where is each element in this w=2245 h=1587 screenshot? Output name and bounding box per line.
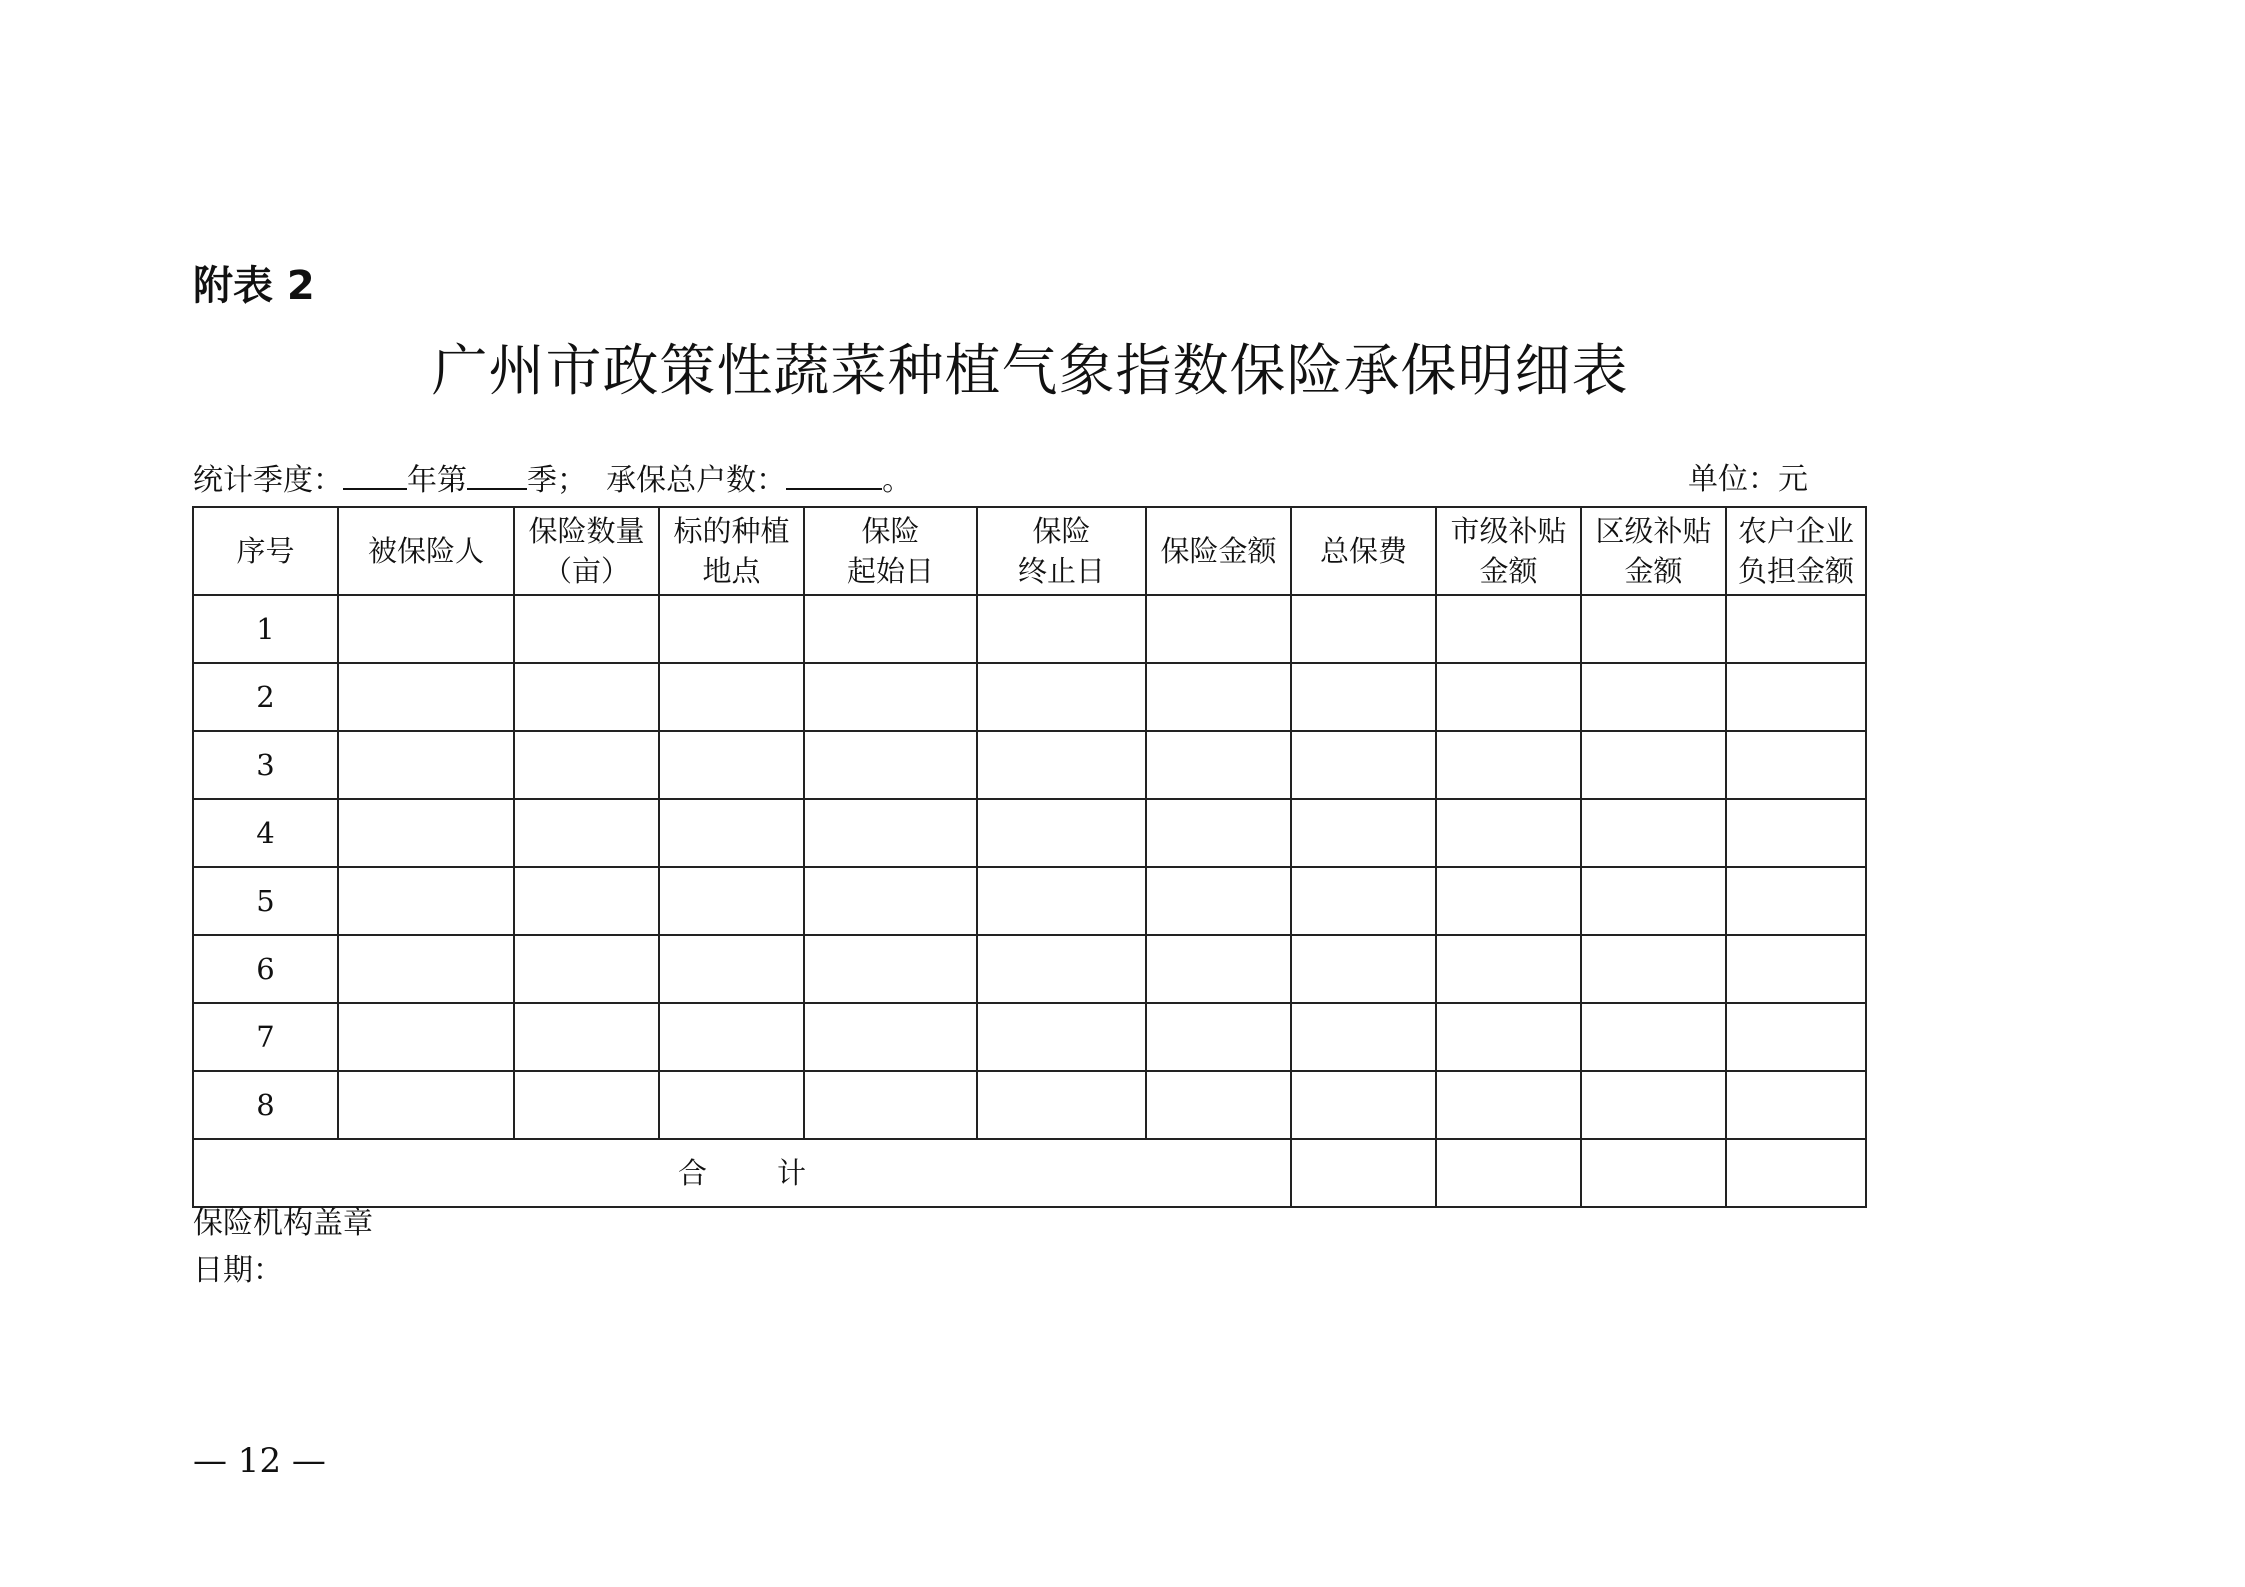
header-cell (1291, 507, 1436, 595)
table-cell[interactable] (977, 1003, 1146, 1071)
row-number: 6 (193, 935, 338, 1003)
table-cell[interactable] (1291, 935, 1436, 1003)
table-cell[interactable] (1581, 731, 1726, 799)
table-cell[interactable] (1146, 799, 1291, 867)
table-cell[interactable] (1726, 799, 1866, 867)
page-number: — 12 — (193, 1441, 326, 1481)
total-row (193, 1139, 1866, 1207)
statistics-line (193, 458, 912, 503)
header-cell-line: 区级补贴 (1595, 514, 1712, 548)
table-cell[interactable] (514, 867, 659, 935)
header-cell-line: 总保费 (1319, 534, 1407, 568)
table-cell[interactable] (1436, 1003, 1581, 1071)
table-cell[interactable] (1146, 1003, 1291, 1071)
row-number: 7 (193, 1003, 338, 1071)
table-cell[interactable] (338, 1003, 514, 1071)
row-number: 2 (193, 663, 338, 731)
table-cell[interactable] (977, 799, 1146, 867)
table-cell[interactable] (1581, 663, 1726, 731)
header-cell-line: 金额 (1479, 554, 1538, 588)
table-cell[interactable] (1726, 595, 1866, 663)
table-cell[interactable] (1726, 935, 1866, 1003)
table-cell[interactable] (338, 1071, 514, 1139)
table-cell[interactable] (1146, 935, 1291, 1003)
table-cell[interactable] (338, 595, 514, 663)
date-label: 日期： (193, 1253, 283, 1288)
table-cell[interactable] (1726, 867, 1866, 935)
header-cell (1146, 507, 1291, 595)
header-cell (659, 507, 804, 595)
households-label: 承保总户数： (606, 463, 787, 498)
header-cell-line: 负担金额 (1737, 554, 1854, 588)
table-row (193, 799, 1866, 867)
insurer-seal-label: 保险机构盖章 (193, 1206, 373, 1241)
total-label-a: 合 (677, 1156, 707, 1190)
table-cell[interactable] (804, 595, 977, 663)
header-cell (514, 507, 659, 595)
table-cell[interactable] (977, 867, 1146, 935)
table-cell[interactable] (659, 1003, 804, 1071)
table-cell[interactable] (804, 799, 977, 867)
table-cell[interactable] (659, 595, 804, 663)
header-cell-line: 地点 (702, 554, 761, 588)
table-cell[interactable] (1291, 595, 1436, 663)
table-cell[interactable] (1726, 731, 1866, 799)
table-cell[interactable] (514, 595, 659, 663)
row-number: 8 (193, 1071, 338, 1139)
table-cell[interactable] (659, 731, 804, 799)
header-cell-line: 起始日 (846, 554, 934, 588)
page-title: 广州市政策性蔬菜种植气象指数保险承保明细表 (431, 339, 1629, 404)
total-farmer-share-cell[interactable] (1726, 1139, 1866, 1207)
table-row (193, 867, 1866, 935)
annex-label: 附表 2 (193, 263, 315, 309)
table-cell[interactable] (977, 595, 1146, 663)
header-cell (193, 507, 338, 595)
table-cell[interactable] (804, 663, 977, 731)
table-row (193, 935, 1866, 1003)
table-cell[interactable] (1146, 867, 1291, 935)
table-cell[interactable] (1291, 799, 1436, 867)
total-label-b: 计 (777, 1156, 807, 1190)
table-cell[interactable] (804, 867, 977, 935)
table-cell[interactable] (514, 1071, 659, 1139)
header-cell (1726, 507, 1866, 595)
row-number: 1 (193, 595, 338, 663)
table-cell[interactable] (514, 663, 659, 731)
table-cell[interactable] (514, 731, 659, 799)
underwriting-table (192, 506, 1867, 1208)
table-row (193, 663, 1866, 731)
unit-label: 单位：元 (1688, 462, 1808, 497)
table-cell[interactable] (514, 799, 659, 867)
table-cell[interactable] (514, 1003, 659, 1071)
end-mark: 。 (882, 463, 913, 498)
table-cell[interactable] (1291, 1071, 1436, 1139)
table-cell[interactable] (659, 935, 804, 1003)
total-premium-cell[interactable] (1291, 1139, 1436, 1207)
table-cell[interactable] (1146, 663, 1291, 731)
season-text: 季； (527, 463, 587, 498)
header-cell-line: 保险金额 (1160, 534, 1277, 568)
table-cell[interactable] (1581, 1071, 1726, 1139)
year-text: 年第 (407, 463, 467, 498)
table-row (193, 1003, 1866, 1071)
table-cell[interactable] (1581, 799, 1726, 867)
header-cell-line: 被保险人 (367, 534, 484, 568)
table-cell[interactable] (1436, 1071, 1581, 1139)
header-row (193, 507, 1866, 595)
header-cell-line: 标的种植 (673, 514, 790, 548)
table-cell[interactable] (1726, 1071, 1866, 1139)
total-district-subsidy-cell[interactable] (1581, 1139, 1726, 1207)
header-cell (338, 507, 514, 595)
header-cell-line: 保险 (861, 514, 920, 548)
header-cell-line: 终止日 (1017, 554, 1105, 588)
table-cell[interactable] (1581, 935, 1726, 1003)
header-cell-line: 农户企业 (1737, 514, 1854, 548)
table-cell[interactable] (659, 867, 804, 935)
table-cell[interactable] (1146, 731, 1291, 799)
table-cell[interactable] (1436, 935, 1581, 1003)
table-cell[interactable] (804, 935, 977, 1003)
table-row (193, 731, 1866, 799)
table-cell[interactable] (1436, 799, 1581, 867)
table-cell[interactable] (804, 731, 977, 799)
table-cell[interactable] (659, 663, 804, 731)
season-label: 统计季度： (193, 463, 343, 498)
total-label-cell (193, 1139, 1291, 1207)
season-blank[interactable] (467, 458, 527, 490)
table-cell[interactable] (659, 799, 804, 867)
table-cell[interactable] (977, 663, 1146, 731)
table-cell[interactable] (804, 1003, 977, 1071)
row-number: 5 (193, 867, 338, 935)
header-cell-line: 保险 (1032, 514, 1091, 548)
table-cell[interactable] (1291, 867, 1436, 935)
table-cell[interactable] (977, 731, 1146, 799)
table-cell[interactable] (1291, 663, 1436, 731)
table-cell[interactable] (338, 663, 514, 731)
households-blank[interactable] (786, 458, 882, 490)
table-cell[interactable] (1726, 663, 1866, 731)
table-cell[interactable] (1436, 867, 1581, 935)
header-cell (977, 507, 1146, 595)
header-cell (1581, 507, 1726, 595)
table-cell[interactable] (977, 935, 1146, 1003)
header-cell (804, 507, 977, 595)
header-cell (1436, 507, 1581, 595)
year-blank[interactable] (343, 458, 407, 490)
table-cell[interactable] (338, 867, 514, 935)
table-cell[interactable] (1436, 595, 1581, 663)
table-cell[interactable] (1436, 731, 1581, 799)
table-cell[interactable] (1146, 595, 1291, 663)
table-cell[interactable] (514, 935, 659, 1003)
header-cell-line: 金额 (1624, 554, 1683, 588)
header-cell-line: 序号 (236, 534, 295, 568)
table-cell[interactable] (1291, 1003, 1436, 1071)
row-number: 3 (193, 731, 338, 799)
header-cell-line: 市级补贴 (1450, 514, 1567, 548)
table-cell[interactable] (338, 935, 514, 1003)
table-cell[interactable] (804, 1071, 977, 1139)
row-number: 4 (193, 799, 338, 867)
table-cell[interactable] (1291, 731, 1436, 799)
table-cell[interactable] (1581, 595, 1726, 663)
table-row (193, 595, 1866, 663)
header-cell-line: 保险数量 (528, 514, 645, 548)
table-cell[interactable] (338, 799, 514, 867)
table-cell[interactable] (1726, 1003, 1866, 1071)
total-city-subsidy-cell[interactable] (1436, 1139, 1581, 1207)
table-cell[interactable] (977, 1071, 1146, 1139)
table-row (193, 1071, 1866, 1139)
table-cell[interactable] (338, 731, 514, 799)
table-cell[interactable] (1581, 867, 1726, 935)
table-cell[interactable] (1436, 663, 1581, 731)
table-cell[interactable] (659, 1071, 804, 1139)
table-cell[interactable] (1146, 1071, 1291, 1139)
table-cell[interactable] (1581, 1003, 1726, 1071)
header-cell-line: （亩） (542, 554, 630, 588)
